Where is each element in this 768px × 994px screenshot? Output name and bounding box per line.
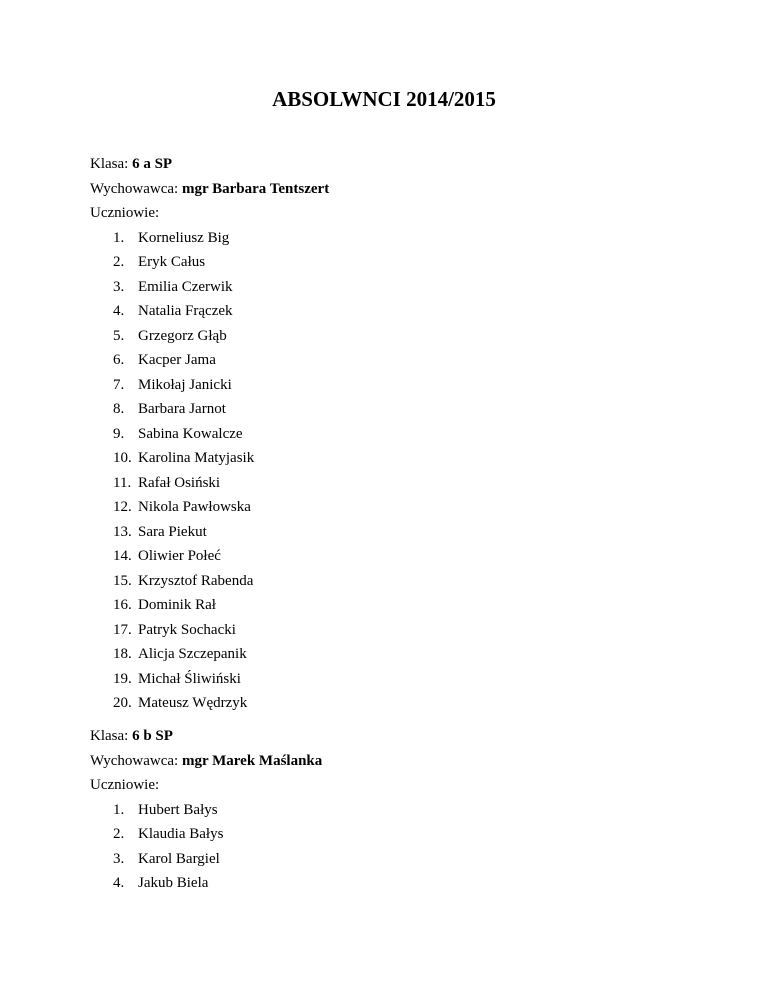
- class-section-6a: [90, 152, 690, 716]
- list-item: [90, 544, 690, 569]
- list-number: 15.: [113, 572, 132, 589]
- list-number: 12.: [113, 499, 132, 515]
- student-list: [90, 226, 690, 716]
- list-number: 18.: [113, 646, 132, 662]
- list-item: [90, 871, 690, 896]
- list-item: [90, 348, 690, 373]
- student-name: Oliwier Połeć: [138, 548, 221, 564]
- list-number: 17.: [113, 621, 132, 638]
- student-name: Eryk Całus: [138, 254, 206, 270]
- list-number: 13.: [113, 523, 132, 540]
- list-item: [90, 667, 690, 692]
- student-name: Sabina Kowalcze: [138, 425, 243, 442]
- student-name: Karol Bargiel: [138, 850, 220, 867]
- list-number: 11.: [113, 474, 132, 491]
- list-item: [90, 275, 690, 300]
- student-name: Barbara Jarnot: [138, 401, 226, 417]
- student-name: Sara Piekut: [138, 523, 207, 540]
- student-name: Dominik Rał: [138, 597, 216, 613]
- list-number: 2.: [113, 826, 125, 842]
- page-title: ABSOLWNCI 2014/2015: [272, 87, 496, 111]
- student-name: Kacper Jama: [138, 352, 216, 368]
- list-number: 8.: [113, 401, 125, 417]
- list-item: [90, 397, 690, 422]
- list-number: 6.: [113, 352, 125, 368]
- list-number: 3.: [113, 278, 125, 295]
- list-number: 19.: [113, 670, 132, 687]
- list-item: [90, 593, 690, 618]
- teacher-line: [90, 749, 690, 774]
- list-number: 1.: [113, 229, 125, 246]
- list-item: [90, 798, 690, 823]
- list-number: 2.: [113, 254, 125, 270]
- teacher-value: mgr Marek Maślanka: [181, 752, 323, 769]
- student-name: Rafał Osiński: [138, 474, 221, 491]
- student-name: Hubert Bałys: [138, 801, 218, 818]
- student-name: Michał Śliwiński: [138, 670, 241, 687]
- class-value: 6 a SP: [132, 156, 173, 172]
- student-name: Nikola Pawłowska: [138, 499, 251, 515]
- student-name: Emilia Czerwik: [138, 278, 233, 295]
- list-item: [90, 520, 690, 545]
- student-name: Alicja Szczepanik: [138, 646, 247, 662]
- list-item: [90, 373, 690, 398]
- list-item: [90, 822, 690, 847]
- list-item: [90, 299, 690, 324]
- teacher-label: Wychowawca:: [90, 752, 179, 769]
- list-item: [90, 847, 690, 872]
- class-line: [90, 724, 690, 749]
- list-number: 7.: [113, 376, 125, 393]
- class-value: 6 b SP: [132, 728, 173, 744]
- student-list: [90, 798, 690, 896]
- list-item: [90, 422, 690, 447]
- student-name: Jakub Biela: [138, 875, 209, 891]
- teacher-value: mgr Barbara Tentszert: [181, 180, 330, 197]
- student-name: Mikołaj Janicki: [138, 376, 232, 393]
- list-number: 14.: [113, 548, 132, 564]
- list-item: [90, 250, 690, 275]
- student-name: Klaudia Bałys: [138, 826, 224, 842]
- list-item: [90, 691, 690, 716]
- students-label: Uczniowie:: [90, 777, 160, 793]
- list-item: [90, 642, 690, 667]
- list-item: [90, 495, 690, 520]
- list-item: [90, 569, 690, 594]
- list-number: 3.: [113, 850, 125, 867]
- student-name: Karolina Matyjasik: [138, 450, 255, 466]
- list-item: [90, 324, 690, 349]
- class-section-6b: [90, 724, 690, 896]
- list-item: [90, 446, 690, 471]
- list-number: 10.: [113, 450, 132, 466]
- student-name: Grzegorz Głąb: [138, 327, 227, 344]
- list-number: 9.: [113, 425, 125, 442]
- class-line: [90, 152, 690, 177]
- list-item: [90, 471, 690, 496]
- class-label: Klasa:: [90, 156, 129, 172]
- list-number: 20.: [113, 695, 132, 711]
- list-item: [90, 226, 690, 251]
- list-number: 4.: [113, 303, 125, 319]
- list-number: 5.: [113, 327, 125, 344]
- teacher-line: [90, 177, 690, 202]
- list-number: 4.: [113, 875, 125, 891]
- student-name: Natalia Frączek: [138, 303, 233, 319]
- class-label: Klasa:: [90, 728, 129, 744]
- list-number: 1.: [113, 801, 125, 818]
- students-label: Uczniowie:: [90, 205, 160, 221]
- list-item: [90, 618, 690, 643]
- student-name: Korneliusz Big: [138, 229, 230, 246]
- student-name: Krzysztof Rabenda: [138, 572, 254, 589]
- student-name: Patryk Sochacki: [138, 621, 236, 638]
- student-name: Mateusz Wędrzyk: [138, 695, 248, 711]
- list-number: 16.: [113, 597, 132, 613]
- teacher-label: Wychowawca:: [90, 180, 179, 197]
